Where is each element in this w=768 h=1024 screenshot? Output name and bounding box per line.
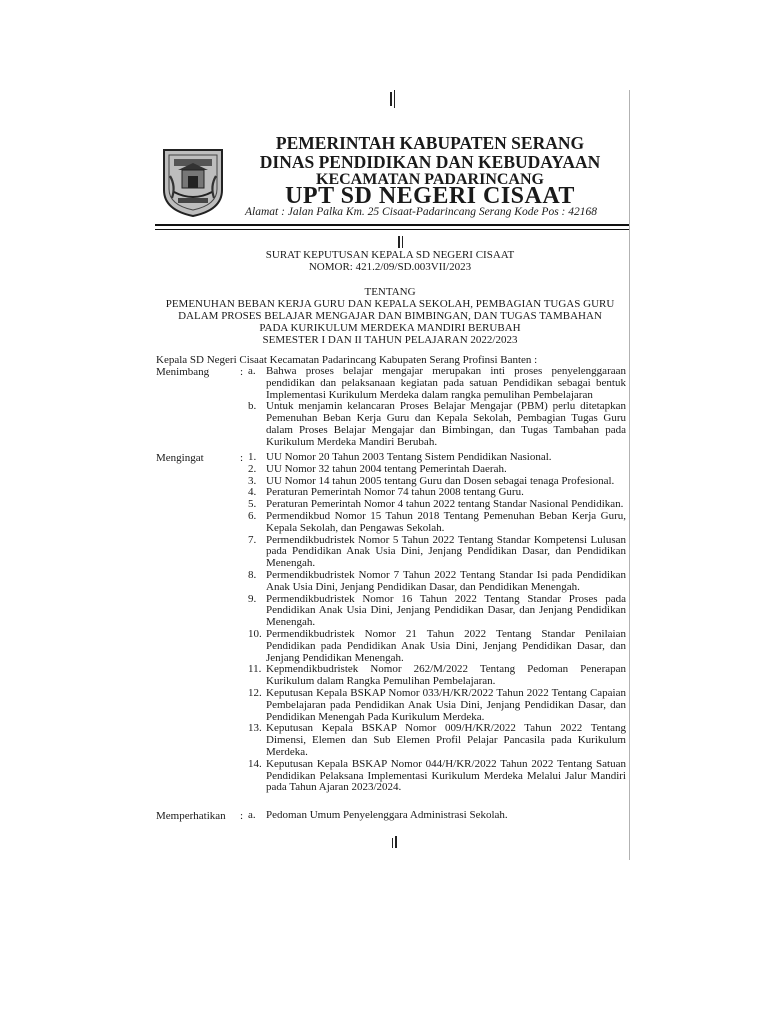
- decree-subject-line: PADA KURIKULUM MERDEKA MANDIRI BERUBAH: [259, 322, 521, 334]
- regency-coat-of-arms-logo: [160, 146, 226, 218]
- list-marker: 9.: [248, 592, 257, 605]
- list-item-text: UU Nomor 32 tahun 2004 tentang Pemerintah Daerah.: [266, 462, 507, 475]
- scan-artifact-mark: [390, 92, 392, 106]
- list-marker: 14.: [248, 757, 262, 770]
- list-item-text: Permendikbudristek Nomor 7 Tahun 2022 Tentang Standar Isi pada Pendidikan Anak Usia Dini, Jenjang Pendidikan Dasar, dan Pendidikan Menengah.: [266, 568, 626, 593]
- list-item: [248, 401, 626, 448]
- decree-subject-line: PEMENUHAN BEBAN KERJA GURU DAN KEPALA SEKOLAH, PEMBAGIAN TUGAS GURU: [165, 298, 615, 310]
- letterhead-divider-thin: [155, 229, 629, 230]
- letterhead-school-name: UPT SD NEGERI CISAAT: [285, 183, 575, 209]
- list-item: [248, 629, 626, 664]
- menimbang-list: [248, 366, 626, 449]
- list-marker: 2.: [248, 462, 257, 475]
- list-marker: 3.: [248, 474, 257, 487]
- scan-artifact-mark: [392, 838, 393, 848]
- list-item: [248, 759, 626, 794]
- section-label-menimbang: Menimbang: [156, 366, 210, 378]
- list-item: [248, 688, 626, 723]
- section-colon: :: [240, 366, 244, 378]
- section-label-memperhatikan: Memperhatikan: [156, 810, 226, 822]
- list-item-text: Pedoman Umum Penyelenggara Administrasi Sekolah.: [266, 809, 508, 821]
- list-marker: 1.: [248, 451, 257, 463]
- list-item-text: Permendikbudristek Nomor 21 Tahun 2022 Tentang Standar Penilaian Pendidikan pada Pendidikan Anak Usia Dini, Jenjang Pendidikan Dasar, dan Jenjang Pendidikan Menengah.: [266, 627, 626, 664]
- list-item-text: Keputusan Kepala BSKAP Nomor 033/H/KR/2022 Tahun 2022 Tentang Capaian Pembelajaran pada Pendidikan Anak Usia Dini, Jenjang Pendidikan Dasar, dan Pendidikan Menengah Pada Kurikulum Merdeka.: [266, 686, 626, 723]
- decree-title: SURAT KEPUTUSAN KEPALA SD NEGERI CISAAT: [265, 249, 515, 261]
- decree-number: NOMOR: 421.2/09/SD.003VII/2023: [308, 261, 472, 273]
- letterhead-divider-thick: [155, 224, 629, 226]
- list-item-text: Untuk menjamin kelancaran Proses Belajar Mengajar (PBM) perlu ditetapkan Pemenuhan Beban Kerja Guru dan Kepala Sekolah, Pembagian Tugas Guru dalam Proses Belajar Mengajar dan Bimbingan, dan Tugas Tambahan pada Kurikulum Merdeka Mandiri Berubah.: [266, 400, 626, 448]
- scan-artifact-mark: [394, 90, 395, 108]
- list-marker: a.: [248, 365, 256, 377]
- list-item-text: UU Nomor 20 Tahun 2003 Tentang Sistem Pendidikan Nasional.: [266, 451, 552, 463]
- letterhead-government-line: PEMERINTAH KABUPATEN SERANG: [275, 133, 585, 153]
- list-marker: b.: [248, 400, 257, 413]
- list-marker: 13.: [248, 722, 262, 735]
- list-marker: 7.: [248, 533, 257, 546]
- list-item: [248, 723, 626, 758]
- section-label-mengingat: Mengingat: [156, 452, 204, 464]
- mengingat-list: [248, 452, 626, 794]
- section-colon: :: [240, 452, 244, 464]
- letterhead-agency-line: DINAS PENDIDIKAN DAN KEBUDAYAAN: [259, 152, 601, 172]
- list-marker: 5.: [248, 498, 257, 511]
- list-marker: 8.: [248, 568, 257, 581]
- list-marker: a.: [248, 809, 256, 821]
- list-item-text: Permendikbud Nomor 15 Tahun 2018 Tentang Pemenuhan Beban Kerja Guru, Kepala Sekolah, dan Pengawas Sekolah.: [266, 509, 626, 534]
- scan-artifact-mark: [395, 836, 397, 848]
- list-item-text: Peraturan Pemerintah Nomor 74 tahun 2008 tentang Guru.: [266, 486, 524, 499]
- list-item: [248, 810, 626, 822]
- scan-edge-line: [629, 90, 630, 860]
- list-marker: 11.: [248, 663, 262, 676]
- list-item: [248, 664, 626, 688]
- list-item-text: Bahwa proses belajar mengajar merupakan inti proses penyelenggaraan pendidikan dan pelaksanaan kegiatan pada satuan Pendidikan sebagai bentuk Implementasi Kurikulum Merdeka dalam rangka pemulihan Pembelajaran: [266, 365, 626, 401]
- list-item-text: UU Nomor 14 tahun 2005 tentang Guru dan Dosen sebagai tenaga Profesional.: [266, 474, 615, 487]
- scan-artifact-mark: [402, 236, 403, 248]
- decree-subject-line: DALAM PROSES BELAJAR MENGAJAR DAN BIMBINGAN, DAN TUGAS TAMBAHAN: [178, 310, 602, 322]
- list-item-text: Peraturan Pemerintah Nomor 4 tahun 2022 tentang Standar Nasional Pendidikan.: [266, 498, 624, 511]
- list-item-text: Keputusan Kepala BSKAP Nomor 044/H/KR/2022 Tahun 2022 Tentang Satuan Pendidikan Pelaksana Implementasi Kurikulum Merdeka Melalui Jalur Mandiri pada Tahun Ajaran 2023/2024.: [266, 757, 626, 794]
- list-item: [248, 570, 626, 594]
- list-marker: 4.: [248, 486, 257, 499]
- list-item-text: Keputusan Kepala BSKAP Nomor 009/H/KR/2022 Tahun 2022 Tentang Dimensi, Elemen dan Sub Elemen Profil Pelajar Pancasila pada Kurikulum Merdeka.: [266, 722, 626, 758]
- list-item: [248, 511, 626, 535]
- list-marker: 6.: [248, 509, 257, 522]
- letterhead-address: Alamat : Jalan Palka Km. 25 Cisaat-Padarincang Serang Kode Pos : 42168: [245, 206, 597, 218]
- decree-about: TENTANG: [364, 286, 416, 298]
- list-item: [248, 535, 626, 570]
- list-marker: 10.: [248, 627, 262, 640]
- memperhatikan-list: [248, 810, 626, 822]
- letterhead-district-line: KECAMATAN PADARINCANG: [316, 171, 544, 188]
- list-marker: 12.: [248, 686, 262, 699]
- section-colon: :: [240, 810, 244, 822]
- list-item-text: Permendikbudristek Nomor 5 Tahun 2022 Tentang Standar Kompetensi Lulusan pada Pendidikan Anak Usia Dini, Jenjang Pendidikan Dasar, dan Pendidikan Menengah.: [266, 533, 626, 570]
- decree-subject-line: SEMESTER I DAN II TAHUN PELAJARAN 2022/2023: [262, 334, 518, 346]
- decree-intro: Kepala SD Negeri Cisaat Kecamatan Padarincang Kabupaten Serang Profinsi Banten :: [156, 354, 538, 366]
- list-item-text: Permendikbudristek Nomor 16 Tahun 2022 Tentang Standar Proses pada Pendidikan Anak Usia Dini, Jenjang Pendidikan Dasar, dan Jenjang Pendidikan Menengah.: [266, 592, 626, 629]
- list-item: [248, 366, 626, 401]
- list-item: [248, 594, 626, 629]
- list-item-text: Kepmendikbudristek Nomor 262/M/2022 Tentang Pedoman Penerapan Kurikulum dalam Rangka Pemulihan Pembelajaran.: [266, 663, 626, 688]
- scan-artifact-mark: [398, 236, 400, 248]
